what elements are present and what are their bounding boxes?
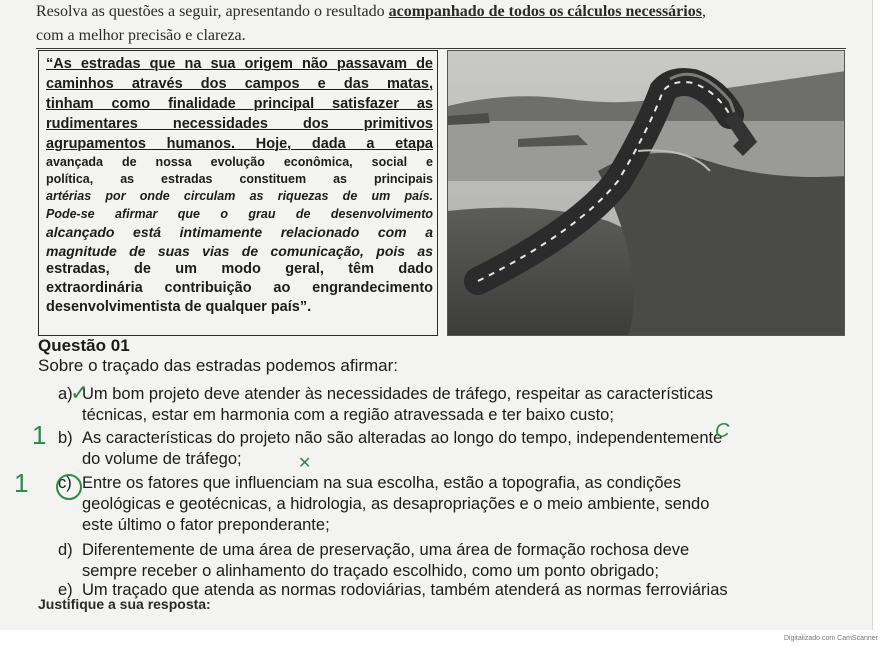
quote-line: caminhos através dos campos e das matas, [46,76,433,92]
option-text: Um traçado que atenda as normas rodoviárias, também atenderá as normas ferroviárias [82,581,728,599]
option-text: geológicas e geotécnicas, a hidrologia, as desapropriações e o meio ambiente, sendo [82,495,710,513]
justify-prompt: Justifique a sua resposta: [38,596,211,612]
option-text: Entre os fatores que influenciam na sua escolha, estão a topografia, as condições [82,474,681,492]
instruction-line2: com a melhor precisão e clareza. [36,27,246,44]
quote-line: magnitude de suas vias de comunicação, pois as [46,242,433,259]
option-text: Diferentemente de uma área de preservação, uma área de formação rochosa deve [82,541,690,559]
road-bridge-photo [447,50,845,336]
option-c [58,473,709,536]
instruction-end: , [701,3,706,20]
option-text: técnicas, estar em harmonia com a região atravessada e ter baixo custo; [82,406,614,424]
option-text: Um bom projeto deve atender às necessidades de tráfego, respeitar as características [82,385,713,403]
quote-line: rudimentares necessidades dos primitivos [46,116,433,132]
top-divider [36,48,846,49]
quote-line: artérias por onde circulam as riquezas de um país. [46,189,433,203]
instruction-line1: Resolva as questões a seguir, apresentando o resultado [36,3,389,20]
check-mark-icon: ✓ [70,380,89,405]
quote-line: estradas, de um modo geral, têm dado [46,261,433,277]
photo-illustration [448,51,845,336]
quote-line: Pode-se afirmar que o grau de desenvolvimento [46,206,433,221]
option-a [58,384,713,426]
option-letter: a) [58,385,73,403]
handwritten-mark-b: 1 [32,420,47,450]
option-text: sempre receber o alinhamento do traçado escolhido, como um ponto obrigado; [82,562,659,580]
question-title: Questão 01 [38,336,130,355]
quote-line: desenvolvimentista de qualquer país”. [46,299,312,315]
instruction-emphasis: acompanhado de todos os cálculos necessários [388,3,702,20]
quote-line: extraordinária contribuição ao engrandecimento [46,280,433,296]
quote-line: política, as estradas constituem as principais [46,172,433,186]
option-letter: b) [58,429,73,447]
quote-line: tinham como finalidade principal satisfazer as [46,96,433,112]
quote-line: alcançado está intimamente relacionado com a [46,224,433,240]
option-d [58,540,689,582]
option-letter: c) [58,474,72,492]
quote-line: avançada de nossa evolução econômica, social e [46,155,433,169]
option-b [58,428,722,470]
instruction-text [36,0,846,48]
quote-box [38,50,438,336]
option-letter: e) [58,581,73,599]
question-stem: Sobre o traçado das estradas podemos afirmar: [38,356,399,375]
option-text: do volume de tráfego; [82,450,242,468]
circled-option-c [56,474,82,500]
quote-line: agrupamentos humanos. Hoje, dada a etapa [46,136,433,152]
scanner-footer: Digitalizado com CamScanner [783,635,878,642]
option-letter: d) [58,541,73,559]
handwritten-c-mark: C [715,420,730,442]
option-text: As características do projeto não são alteradas ao longo do tempo, independentemente [82,429,723,447]
quote-line: “As estradas que na sua origem não passavam de [46,56,433,72]
option-text: este último o fator preponderante; [82,516,330,534]
x-mark-icon: ✕ [298,455,312,472]
handwritten-mark-c: 1 [14,468,29,498]
